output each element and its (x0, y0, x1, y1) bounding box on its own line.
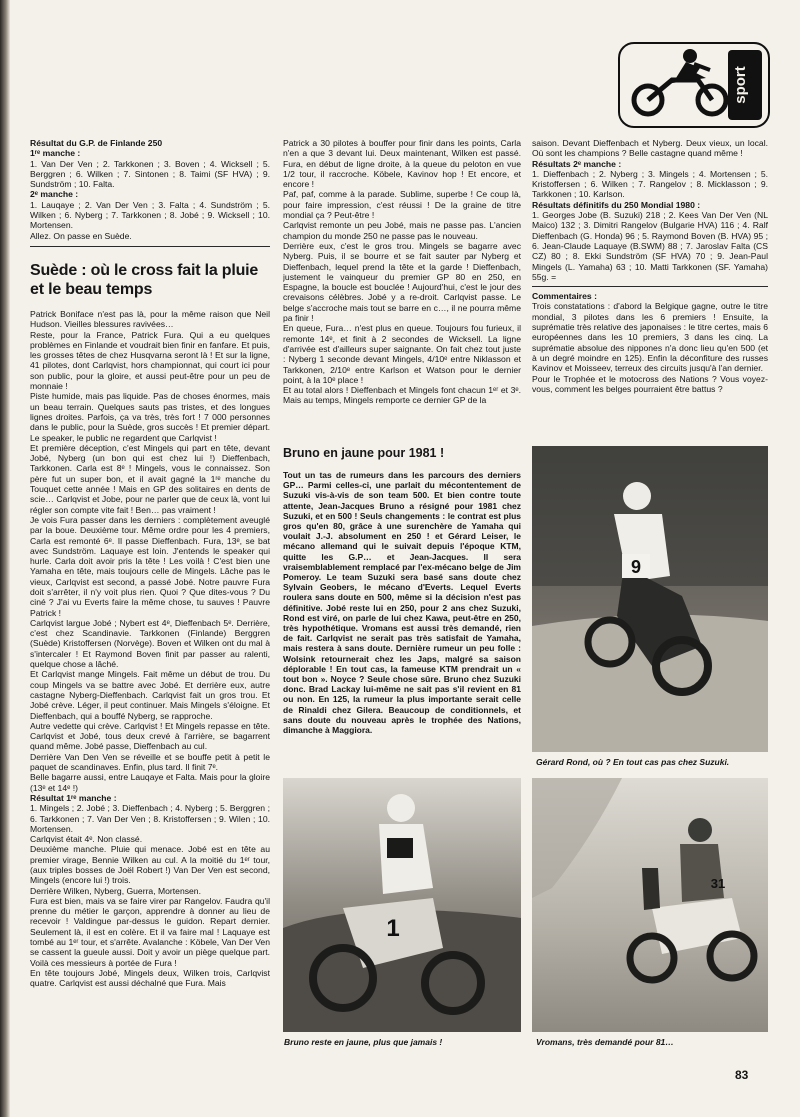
comments-text-2: Pour le Trophée et le motocross des Nations ? Vous voyez-vous, comment les belges pourraient être battus ? (532, 373, 768, 394)
paragraph: En tête toujours Jobé, Mingels deux, Wilken trois, Carlqvist quatre. Carlqvist est aussi déchalné que Fura. Mais (30, 967, 270, 989)
manche-1-label: 1ʳᵉ manche : (30, 148, 81, 159)
caption-rond: Gérard Rond, où ? En tout cas pas chez Suzuki. (536, 757, 730, 767)
manche-2-label: 2ᵉ manche : (30, 189, 79, 200)
paragraph: Paf, paf, comme à la parade. Sublime, superbe ! Ce coup là, pour faire impression, c'est réussi ! De la graine de titre mondial ça ? Peut-être ! (283, 189, 521, 221)
paragraph: Autre vedette qui crève. Carlqvist ! Et Mingels repasse en tête. Carlqvist et Jobé, tous deux crevé à l'arrière, se bagarrent quand même. Jobé passe, Dieffenbach au cul. (30, 720, 270, 752)
caption-bruno: Bruno reste en jaune, plus que jamais ! (284, 1037, 443, 1047)
photo-vromans (532, 778, 768, 1032)
photo-gerard-rond (532, 446, 768, 752)
final-results-text: 1. Georges Jobe (B. Suzuki) 218 ; 2. Kees Van Der Ven (NL Maico) 132 ; 3. Dimitri Rangelov (Bulgarie HVA) 116 ; 4. Ralf Dieffenbach (G. Honda) 96 ; 5. Raymond Boven (B. HVA) 95 ; 6. Jean-Claude Laquaye (B.SWM) 88 ; 7. Jaroslav Falta (CS CZ) 80 ; 8. Ekki Sundström (SF HVA) 70 ; 9. Jean-Paul Mingels (L. Yamaha) 63 ; 10. Matti Tarkkonen (SF. Yamaha) 55g. = (532, 210, 768, 282)
comments-text: Trois constatations : d'abord la Belgique gagne, outre le titre mondial, 3 pilotes dans les 6 premiers ! Ensuite, la suprématie très relative des japonaises : le titre certes, mais 6 européennes dans les 10 premiers, 3 dans les cinq. La suprématie absolue des nippones n'a donc lieu qu'en 500 (et à un degré moindre en 125). Enfin la déconfiture des russes Kavinov et Moisseev, terreux des circuits jusqu'à l'an dernier. (532, 301, 768, 374)
allez-line: Allez. On passe en Suède. (30, 230, 132, 241)
box-headline: Bruno en jaune pour 1981 ! (283, 446, 445, 460)
svg-text:1: 1 (386, 915, 400, 942)
column-3 (532, 138, 768, 426)
paragraph: Reste, pour la France, Patrick Fura. Qui a eu quelques problèmes en Finlande et voudrait bien finir en fanfare. Et puis, les grosses têtes de chez Husqvarna seront là ! Et sur la ligne, 41 pilotes, dont Carlqvist, hors championnat, qui court ici pour son public, pour la gloire, et aussi peut-être pour un peu de monnaie ! (30, 329, 270, 392)
paragraph: Patrick a 30 pilotes à bouffer pour finir dans les points, Carla n'en a que 3 devant lui. Deux maintenant, Wilken est passé. Fura, en début de ligne droite, à la queue du peloton en vue 1/2 tour, il raccroche. Köbele, Kavinov hop ! Et encore, et encore ! (283, 138, 521, 190)
paragraph: Et première déception, c'est Mingels qui part en tête, devant Jobé, Nyberg (un bon qui est chez lui !) Dieffenbach, Tarkkonen. Carla est 8ᵉ ! Mingels, vous le connaissez. Son père fut un super bon, et il avait gagné la 1ʳᵉ manche du Touquet cette année ! Mais en GP des solitaires en dents de scie… Carlqvist et Jobe, pour ne parler que de ceux là, vont lui régler son compte vite fait ! Ben… pas vraiment ! (30, 442, 270, 515)
column-2 (283, 138, 521, 444)
paragraph: Derrière Wilken, Nyberg, Guerra, Mortensen. (30, 885, 201, 896)
final-results-title: Résultats définitifs du 250 Mondial 1980 : (532, 199, 701, 210)
paragraph: Carlqvist largue Jobé ; Nybert est 4ᵉ, Dieffenbach 5ᵉ. Derrière, c'est chez Scandinavie. Tarkkonen (Finlande) Berggren (Suède) Kristoffersen (Norvège). Boven et Wilken ont du mal à s'intercaler ! Et Raymond Boven finit par passer au ralenti, quelque chose a lâché. (30, 617, 270, 670)
paragraph: Derrière eux, c'est le gros trou. Mingels se bagarre avec Nyberg. Puis, il se bourre et se fait sauter par Nyberg et Dieffenbach, lequel prend la tête et la garde ! Dieffenbach, justement le vainqueur du premier GP 80 en 250, en Espagne, la boucle est bouclée ! Aujourd'hui, c'est le jour des crevaisons célèbres. Jobé y a re-droit. Carlqvist passe. Le belge s'accroche mais tout se barre en c…, il ne pourra même pa finir ! (283, 240, 521, 324)
paragraph: Je vois Fura passer dans les derniers : complètement aveuglé par la boue. Deuxième tour. Même ordre pour les 4 premiers, Carla est remonté 6ᵉ. Il passe Dieffenbach. Fura, 13ᵉ, se bat avec Sundström. Laquaye est loin. J'entends le speaker qui hurle. Carla doit avoir pris la tête ! Les voilà ! C'est bien une Yamaha en tête, mais toujours celle de Mingels. Lâche pas le vieux, Carlqvist est second, a passé Jobé. Notre pauvre Fura doit s'arrêter, il n'y voit plus rien. Quoi ? Que dites-vous ? Du ciné ? J'ai vu Everts faire la même chose, tu sauves ! Pauvre Patrick ! (30, 514, 270, 618)
result-2-title: Résultats 2ᵉ manche : (532, 158, 622, 169)
comments-title: Commentaires : (532, 291, 597, 302)
manche-2-results: 1. Lauqaye ; 2. Van Der Ven ; 3. Falta ; 4. Sundström ; 5. Wilken ; 6. Nyberg ; 7. Tarkkonen ; 8. Jobé ; 9. Wicksell ; 10. Mortensen. (30, 199, 270, 231)
paragraph: Belle bagarre aussi, entre Lauqaye et Falta. Mais pour la gloire (13ᵉ et 14ᵉ !) (30, 772, 270, 793)
sport-logo (618, 42, 770, 128)
paragraph: Et au total alors ! Dieffenbach et Mingels font chacun 1ᵉʳ et 3ᵉ. Mais au temps, Mingels remporte ce dernier GP de la (283, 385, 521, 406)
box-text: Tout un tas de rumeurs dans les parcours des derniers GP… Parmi celles-ci, une parlait du mécontentement de Suzuki vis-à-vis de son team 500. Et bien contre toute attente, Jean-Jacques Bruno a résigné pour 1981 chez Suzuki, et en 500 ! Seuls changements : le contrat est plus gros qu'en 80, grâce à une surenchère de Yamaha qui voulait J.-J. absolument en 250 ! et Gérard Leiser, le mécano allemand qui le suivait depuis l'époque KTM, quitte les G.P… et Jean-Jacques. Il sera vraisemblablement remplacé par l'ex-mécano belge de Jim Pomeroy. Le team Suzuki sera basé sans doute chez Sylvain Geobers, le mécano d'Everts. Lequel Everts roulera sans doute en 500, même si la décision n'est pas définitive. Jobé reste lui en 250, pour 2 ans chez Suzuki, Rond est viré, on parle de lui chez Kawa, peut-être en 250, très hypothétique. Vromans est aussi très demandé, rien de fait. Carlqvist ne serait pas très satisfait de Yamaha, mais restera à sans doute. Dernière rumeur un peu folle : Wolsink retournerait chez les Japs, malgré sa saison déplorable ! En tout cas, la fameuse KTM prendrait un « tout bon ». Noyce ? Seule chose sûre. Bruno chez Suzuki donc. Brad Lackay lui-même ne sait pas s'il revient en 81 ou non. En 125, la rumeur la plus importante serait celle de Rinaldi chez Gilera. Beaucoup de conditionnels, et sans doute du nouveau après le trophée des Nations, dimanche à Maggiora. (283, 470, 521, 736)
paragraph: saison. Devant Dieffenbach et Nyberg. Deux vieux, un local. Où sont les champions ? Belle castagne quand même ! (532, 138, 768, 159)
paragraph: Carlqvist était 4ᵉ. Non classé. (30, 834, 143, 845)
svg-text:9: 9 (630, 557, 642, 577)
page-number: 83 (735, 1068, 749, 1082)
article-headline: Suède : où le cross fait la pluie et le beau temps (30, 261, 259, 298)
paragraph: Carlqvist remonte un peu Jobé, mais ne passe pas. L'ancien champion du monde 250 ne passe pas le nouveau. (283, 220, 521, 241)
svg-text:31: 31 (710, 876, 726, 891)
divider (532, 286, 768, 287)
result-2-text: 1. Dieffenbach ; 2. Nyberg ; 3. Mingels ; 4. Mortensen ; 5. Kristoffersen ; 6. Wilken ; 7. Rangelov ; 8. Micklasson ; 9. Tarkkonen ; 10. Karlson. (532, 168, 768, 200)
divider (30, 246, 270, 247)
paragraph: Fura est bien, mais va se faire virer par Rangelov. Faudra qu'il prenne du métier le garçon, apprendre à donner au lieu de recevoir ! Valdingue par-dessus le guidon. Repart dernier. Seulement là, il est en colère. Et il va faire mal ! Laquaye est tombé au 1ᵉʳ tour, et s'arrête. Avalanche : Köbele, Van Der Ven se cassent la gueule aussi. Doit y avoir un piège quelque part. Voilà ces messieurs à portée de Fura ! (30, 895, 270, 968)
motocross-rider-icon (620, 44, 768, 126)
logo-text: sport (732, 66, 749, 104)
manche-1-results: 1. Van Der Ven ; 2. Tarkkonen ; 3. Boven ; 4. Wicksell ; 5. Berggren ; 6. Wilken ; 7. Sintonen ; 8. Taimi (SF HVA) ; 9. Sundström ; 10. Falta. (30, 158, 270, 190)
result-1-text: 1. Mingels ; 2. Jobé ; 3. Dieffenbach ; 4. Nyberg ; 5. Berggren ; 6. Tarkkonen ; 7. Van Der Ven ; 8. Kristoffersen ; 9. Wilen ; 10. Mortensen. (30, 803, 270, 834)
results-title: Résultat du G.P. de Finlande 250 (30, 138, 163, 148)
paragraph: Patrick Boniface n'est pas là, pour la même raison que Neil Hudson. Vieilles blessures ravivées… (30, 308, 270, 330)
caption-vromans: Vromans, très demandé pour 81… (536, 1037, 674, 1047)
column-1 (30, 138, 270, 1060)
paragraph: Derrière Van Den Ven se réveille et se bouffe petit à petit le paquet de scandinaves. Enfin, plus tard. Il finit 7ᵉ. (30, 751, 270, 773)
result-1-title: Résultat 1ʳᵉ manche : (30, 792, 117, 803)
paragraph: Piste humide, mais pas liquide. Pas de choses énormes, mais un beau terrain. Quelques sauts pas tristes, et des longues lignes droites. Parfois, ça va très, très fort ! 7 000 personnes dans le public, pour la Suède, gros succès ! Et premier départ. Le speaker, le public ne regardent que Carlqvist ! (30, 391, 270, 443)
box-article (283, 470, 521, 770)
photo-bruno (283, 778, 521, 1032)
paragraph: Et Carlqvist mange Mingels. Fait même un début de trou. Du coup Mingels va se battre avec Jobé. Et derrière eux, autre castagne Nyberg-Dieffenbach. Carlqvist fait un gros trou. Et Jobé crève. Léger, il peut continuer. Mais Mingels s'éloigne. Et Dieffenbach, qui a bouffé Nyberg, se rapproche. (30, 669, 270, 721)
page-binding-edge (0, 0, 10, 1117)
paragraph: Deuxième manche. Pluie qui menace. Jobé est en tête au premier virage, Bennie Wilken au cul. A la moitié du 1ᵉʳ tour, (aux triples bosses de Joël Robert !) Van Der Ven est second, Mingels (encore lui !) trois. (30, 844, 270, 886)
paragraph: En queue, Fura… n'est plus en queue. Toujours fou furieux, il remonte 14ᵉ, et finit à 2 secondes de Wicksell. La ligne d'arrivée est d'ailleurs super saignante. On fait chez tout juste : Nyberg 1 seconde devant Mingels, 4/10ᵉ entre Niklasson et Tarkkonen, 2/10ᵉ entre Karlson et Watson pour le dernier point, à la 10ᵉ place ! (283, 323, 521, 385)
